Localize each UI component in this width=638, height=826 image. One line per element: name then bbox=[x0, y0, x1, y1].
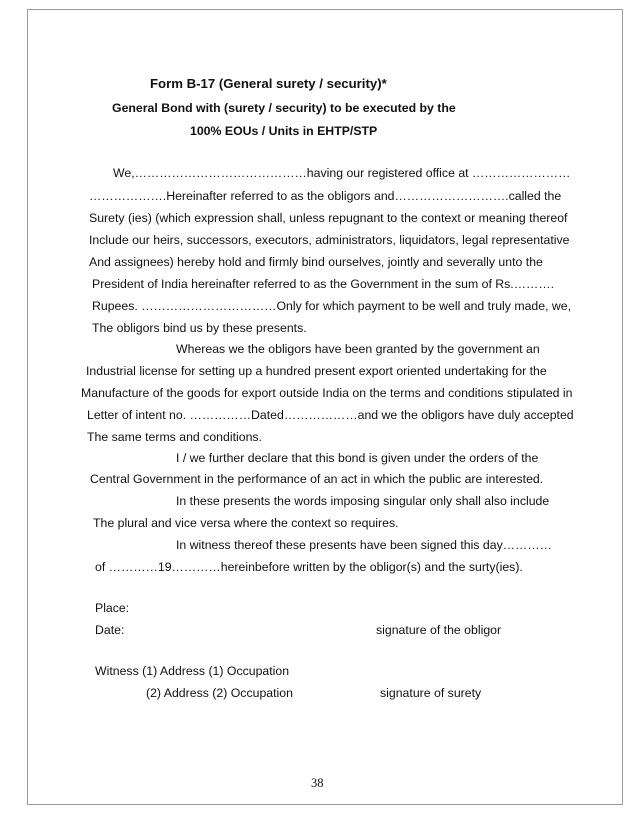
form-subtitle-line-2: 100% EOUs / Units in EHTP/STP bbox=[190, 124, 378, 138]
form-subtitle-line-1: General Bond with (surety / security) to be executed by the bbox=[112, 101, 456, 115]
body-line: And assignees) hereby hold and firmly bind ourselves, jointly and severally unto the bbox=[89, 255, 543, 269]
body-line: The plural and vice versa where the context so requires. bbox=[93, 516, 399, 530]
body-line: President of India hereinafter referred to as the Government in the sum of Rs.………. bbox=[92, 277, 555, 291]
body-line: of …………19…………hereinbefore written by the obligor(s) and the surty(ies). bbox=[95, 560, 523, 574]
body-line: In these presents the words imposing singular only shall also include bbox=[176, 494, 550, 508]
surety-signature-label: signature of surety bbox=[380, 686, 482, 700]
witness-2-label: (2) Address (2) Occupation bbox=[146, 686, 293, 700]
body-line: The obligors bind us by these presents. bbox=[92, 321, 307, 335]
body-line: We,……………………………………having our registered office at …………………… bbox=[113, 166, 571, 180]
body-line: Rupees. ……………………………Only for which payment to be well and truly made, we, bbox=[92, 299, 572, 313]
body-line: Letter of intent no. ……………Dated………………and we the obligors have duly accepted bbox=[87, 408, 574, 422]
witness-1-label: Witness (1) Address (1) Occupation bbox=[95, 664, 290, 678]
body-line: Industrial license for setting up a hundred present export oriented undertaking for the bbox=[86, 364, 547, 378]
place-label: Place: bbox=[95, 601, 130, 615]
body-line: Manufacture of the goods for export outside India on the terms and conditions stipulated in bbox=[81, 386, 573, 400]
date-label: Date: bbox=[95, 623, 125, 637]
body-line: The same terms and conditions. bbox=[87, 430, 262, 444]
body-line: Surety (ies) (which expression shall, unless repugnant to the context or meaning thereof bbox=[89, 211, 568, 225]
body-line: Whereas we the obligors have been granted by the government an bbox=[176, 342, 540, 356]
body-line: Central Government in the performance of an act in which the public are interested. bbox=[90, 472, 544, 486]
page-number: 38 bbox=[311, 776, 324, 790]
body-line: ……………….Hereinafter referred to as the obligors and……………………….called the bbox=[89, 189, 562, 203]
body-line: Include our heirs, successors, executors, administrators, liquidators, legal representative bbox=[89, 233, 570, 247]
form-title: Form B-17 (General surety / security)* bbox=[150, 76, 387, 91]
body-line: In witness thereof these presents have been signed this day………… bbox=[176, 538, 552, 552]
body-line: I / we further declare that this bond is given under the orders of the bbox=[176, 451, 539, 465]
obligor-signature-label: signature of the obligor bbox=[376, 623, 502, 637]
